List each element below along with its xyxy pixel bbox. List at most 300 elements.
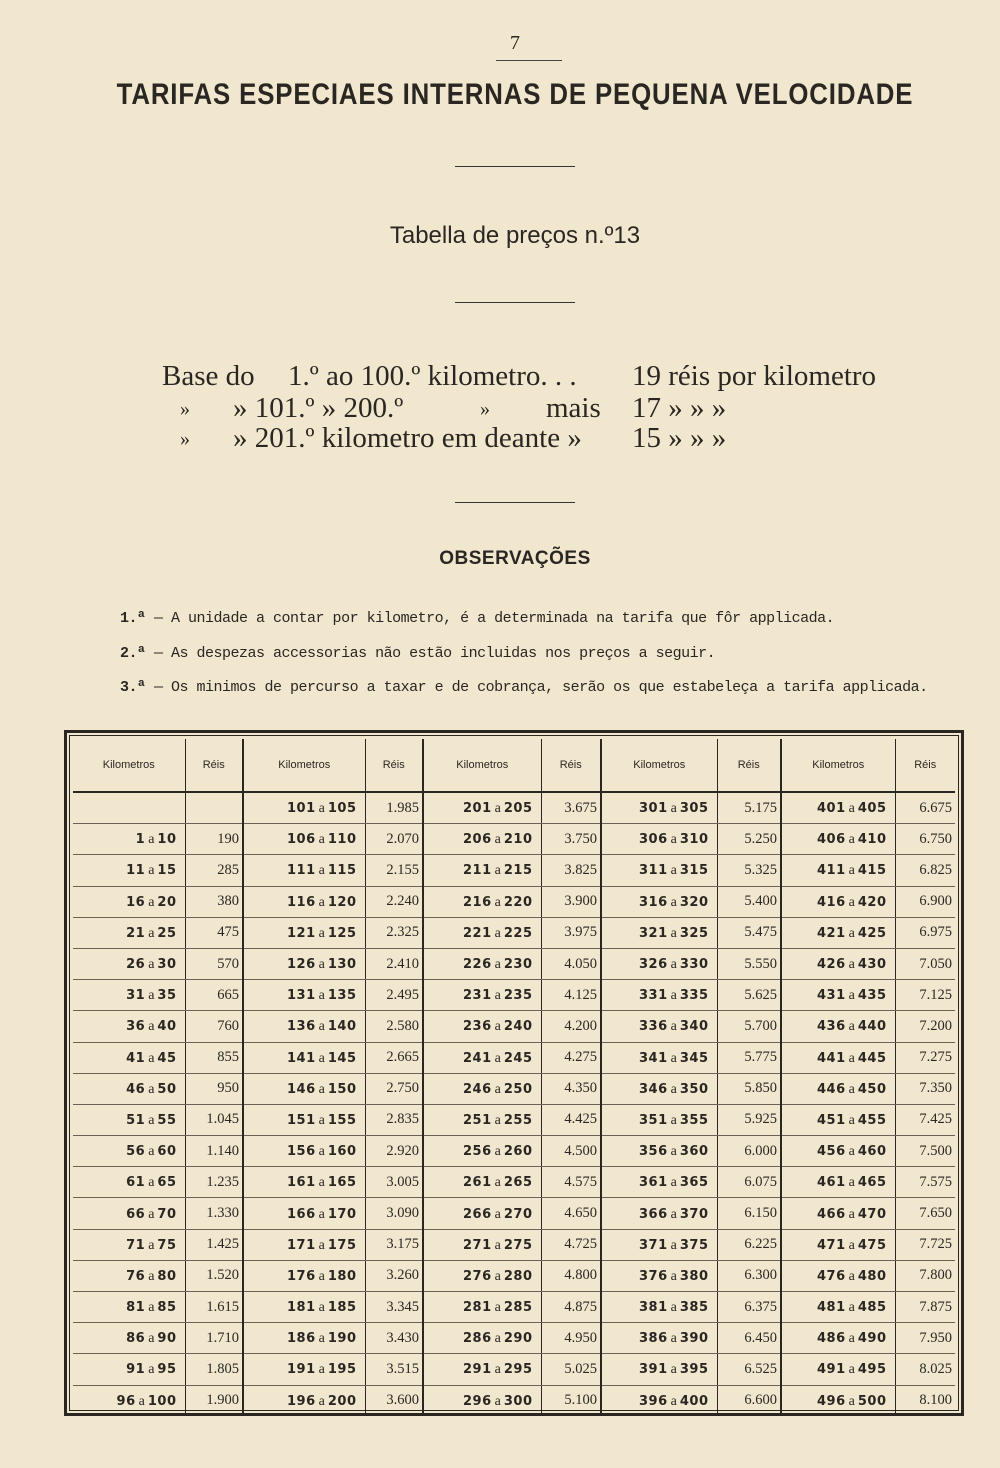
base-row-2-mais: mais [546, 392, 601, 424]
reis-value-cell: 760 [185, 1011, 243, 1042]
range-start: 406 [817, 832, 846, 848]
kilometre-range-cell [601, 1292, 717, 1323]
range-start: 236 [463, 1019, 492, 1035]
range-end: 240 [503, 1019, 533, 1035]
kilometre-range-cell [781, 1323, 895, 1354]
range-start: 91 [126, 1362, 146, 1378]
table-row [73, 1198, 955, 1229]
reis-value-cell: 2.155 [365, 855, 423, 886]
reis-value-cell: 380 [185, 886, 243, 917]
kilometre-range-cell [73, 1354, 185, 1385]
column-header: Réis [365, 739, 423, 792]
reis-value-cell: 2.410 [365, 948, 423, 979]
range-start: 36 [126, 1019, 146, 1035]
reis-value-cell: 6.900 [895, 886, 955, 917]
kilometre-range-cell [73, 1104, 185, 1135]
kilometre-range-cell [423, 855, 541, 886]
reis-value-cell: 5.925 [717, 1104, 781, 1135]
base-row-1-range: 1.º ao 100.º kilometro. . . [288, 360, 577, 392]
column-header: Réis [185, 739, 243, 792]
range-start: 246 [463, 1081, 492, 1097]
range-connector: a [848, 957, 855, 973]
kilometre-range-cell [73, 1167, 185, 1198]
range-connector: a [494, 1144, 501, 1160]
range-start: 256 [463, 1144, 492, 1160]
range-start: 476 [817, 1268, 846, 1284]
range-end: 45 [157, 1050, 177, 1066]
page-number-underline [496, 60, 562, 61]
reis-value-cell: 3.825 [541, 855, 601, 886]
range-start: 291 [463, 1362, 492, 1378]
kilometre-range-cell [601, 1385, 717, 1416]
column-header: Kilometros [243, 739, 365, 792]
table-row [73, 824, 955, 855]
kilometre-range-cell [781, 855, 895, 886]
range-connector: a [494, 1393, 501, 1409]
range-end: 430 [857, 957, 887, 973]
kilometre-range-cell [601, 886, 717, 917]
range-start: 231 [463, 988, 492, 1004]
range-connector: a [494, 1300, 501, 1316]
kilometre-range-cell [243, 1260, 365, 1291]
kilometre-range-cell [601, 855, 717, 886]
range-connector: a [318, 1019, 325, 1035]
kilometre-range-cell [601, 1167, 717, 1198]
range-start: 306 [639, 832, 668, 848]
reis-value-cell: 2.240 [365, 886, 423, 917]
reis-value-cell: 4.500 [541, 1136, 601, 1167]
range-end: 90 [157, 1331, 177, 1347]
range-connector: a [494, 1175, 501, 1191]
range-connector: a [848, 1175, 855, 1191]
range-end: 450 [857, 1081, 887, 1097]
range-connector: a [670, 925, 677, 941]
table-row [73, 1167, 955, 1198]
range-end: 125 [327, 925, 357, 941]
range-start: 311 [639, 863, 668, 879]
divider [455, 166, 575, 167]
range-start: 1 [135, 832, 146, 848]
range-start: 151 [287, 1112, 316, 1128]
reis-value-cell: 5.400 [717, 886, 781, 917]
observation-text: — As despezas accessorias não estão incluidas nos preços a seguir. [154, 645, 716, 662]
column-header: Réis [541, 739, 601, 792]
range-end: 365 [679, 1175, 709, 1191]
range-end: 275 [503, 1237, 533, 1253]
reis-value-cell: 7.200 [895, 1011, 955, 1042]
table-row [73, 855, 955, 886]
range-connector: a [318, 863, 325, 879]
reis-value-cell: 3.975 [541, 917, 601, 948]
reis-value-cell: 5.550 [717, 948, 781, 979]
reis-value-cell: 4.650 [541, 1198, 601, 1229]
range-connector: a [670, 1331, 677, 1347]
range-connector: a [848, 863, 855, 879]
kilometre-range-cell [243, 1073, 365, 1104]
range-end: 470 [857, 1206, 887, 1222]
range-connector: a [670, 1237, 677, 1253]
reis-value-cell: 6.375 [717, 1292, 781, 1323]
kilometre-range-cell [243, 980, 365, 1011]
kilometre-range-cell [243, 824, 365, 855]
reis-value-cell: 2.665 [365, 1042, 423, 1073]
reis-value-cell: 7.425 [895, 1104, 955, 1135]
reis-value-cell: 7.500 [895, 1136, 955, 1167]
reis-value-cell: 1.985 [365, 792, 423, 824]
range-end: 390 [679, 1331, 709, 1347]
range-connector: a [670, 1206, 677, 1222]
range-connector: a [318, 957, 325, 973]
range-end: 120 [327, 894, 357, 910]
range-connector: a [148, 1050, 155, 1066]
range-connector: a [148, 1331, 155, 1347]
range-start: 171 [287, 1237, 316, 1253]
reis-value-cell: 3.090 [365, 1198, 423, 1229]
tariff-table-frame [64, 730, 964, 1416]
reis-value-cell: 6.525 [717, 1354, 781, 1385]
range-start: 146 [287, 1081, 316, 1097]
range-end: 70 [157, 1206, 177, 1222]
divider [455, 502, 575, 503]
kilometre-range-cell [601, 1011, 717, 1042]
reis-value-cell: 2.920 [365, 1136, 423, 1167]
range-connector: a [318, 1237, 325, 1253]
range-end: 175 [327, 1237, 357, 1253]
range-end: 440 [857, 1019, 887, 1035]
range-start: 261 [463, 1175, 492, 1191]
kilometre-range-cell [73, 1011, 185, 1042]
range-connector: a [494, 832, 501, 848]
range-start: 136 [287, 1019, 316, 1035]
range-connector: a [148, 988, 155, 1004]
range-start: 216 [463, 894, 492, 910]
kilometre-range-cell [423, 917, 541, 948]
kilometre-range-cell [243, 1323, 365, 1354]
range-end: 150 [327, 1081, 357, 1097]
range-connector: a [670, 1175, 677, 1191]
range-end: 10 [157, 832, 177, 848]
range-end: 325 [679, 925, 709, 941]
base-row-3-range: » 201.º kilometro em deante » [233, 422, 582, 454]
table-row [73, 1292, 955, 1323]
range-connector: a [318, 832, 325, 848]
reis-value-cell: 7.125 [895, 980, 955, 1011]
range-connector: a [670, 894, 677, 910]
range-end: 20 [157, 894, 177, 910]
range-end: 475 [857, 1237, 887, 1253]
range-end: 375 [679, 1237, 709, 1253]
range-connector: a [848, 801, 855, 817]
range-connector: a [848, 832, 855, 848]
range-start: 66 [126, 1206, 146, 1222]
range-connector: a [494, 988, 501, 1004]
range-start: 176 [287, 1268, 316, 1284]
reis-value-cell: 5.700 [717, 1011, 781, 1042]
kilometre-range-cell [243, 1104, 365, 1135]
kilometre-range-cell [243, 1011, 365, 1042]
kilometre-range-cell [601, 792, 717, 824]
reis-value-cell: 6.000 [717, 1136, 781, 1167]
reis-value-cell: 1.710 [185, 1323, 243, 1354]
price-table-subtitle: Tabella de preços n.º13 [389, 222, 641, 249]
observation-number: 1.ª [120, 610, 146, 627]
range-end: 95 [157, 1362, 177, 1378]
table-row [73, 980, 955, 1011]
kilometre-range-cell [423, 948, 541, 979]
range-start: 491 [817, 1362, 846, 1378]
range-end: 480 [857, 1268, 887, 1284]
observation-item [120, 645, 715, 662]
range-end: 310 [679, 832, 709, 848]
kilometre-range-cell [73, 948, 185, 979]
kilometre-range-cell [73, 980, 185, 1011]
range-start: 196 [287, 1393, 316, 1409]
range-start: 31 [126, 988, 146, 1004]
range-end: 195 [327, 1362, 357, 1378]
kilometre-range-cell [423, 1354, 541, 1385]
range-connector: a [848, 1300, 855, 1316]
base-row-3-ditto: » [180, 428, 190, 450]
range-connector: a [138, 1393, 145, 1409]
reis-value-cell: 7.275 [895, 1042, 955, 1073]
table-row [73, 1385, 955, 1416]
kilometre-range-cell [243, 1385, 365, 1416]
range-connector: a [848, 1144, 855, 1160]
kilometre-range-cell [601, 917, 717, 948]
kilometre-range-cell [423, 1167, 541, 1198]
reis-value-cell: 6.225 [717, 1229, 781, 1260]
range-start: 351 [639, 1112, 668, 1128]
range-end: 100 [147, 1393, 177, 1409]
range-end: 335 [679, 988, 709, 1004]
range-start: 281 [463, 1300, 492, 1316]
range-connector: a [494, 957, 501, 973]
range-connector: a [494, 801, 501, 817]
reis-value-cell: 4.125 [541, 980, 601, 1011]
range-end: 415 [857, 863, 887, 879]
kilometre-range-cell [601, 1104, 717, 1135]
observation-number: 3.ª [120, 679, 146, 696]
range-connector: a [318, 1331, 325, 1347]
range-end: 495 [857, 1362, 887, 1378]
kilometre-range-cell [423, 980, 541, 1011]
kilometre-range-cell [423, 1292, 541, 1323]
range-start: 316 [639, 894, 668, 910]
table-row [73, 792, 955, 824]
kilometre-range-cell [73, 1292, 185, 1323]
range-end: 395 [679, 1362, 709, 1378]
range-end: 400 [679, 1393, 709, 1409]
table-row [73, 1011, 955, 1042]
range-end: 165 [327, 1175, 357, 1191]
reis-value-cell: 2.325 [365, 917, 423, 948]
range-connector: a [494, 925, 501, 941]
range-start: 56 [126, 1144, 146, 1160]
range-connector: a [848, 1393, 855, 1409]
range-end: 30 [157, 957, 177, 973]
kilometre-range-cell [73, 1073, 185, 1104]
range-end: 425 [857, 925, 887, 941]
range-connector: a [670, 1144, 677, 1160]
range-start: 141 [287, 1050, 316, 1066]
range-start: 181 [287, 1300, 316, 1316]
range-end: 315 [679, 863, 709, 879]
table-row [73, 917, 955, 948]
table-row [73, 1260, 955, 1291]
range-start: 121 [287, 925, 316, 941]
range-connector: a [670, 1019, 677, 1035]
reis-value-cell: 1.615 [185, 1292, 243, 1323]
reis-value-cell: 6.450 [717, 1323, 781, 1354]
range-end: 135 [327, 988, 357, 1004]
kilometre-range-cell [781, 1042, 895, 1073]
range-connector: a [848, 1081, 855, 1097]
range-end: 110 [327, 832, 357, 848]
range-end: 330 [679, 957, 709, 973]
reis-value-cell: 665 [185, 980, 243, 1011]
range-end: 420 [857, 894, 887, 910]
range-connector: a [494, 1019, 501, 1035]
range-end: 205 [503, 801, 533, 817]
range-end: 155 [327, 1112, 357, 1128]
kilometre-range-cell [73, 1042, 185, 1073]
range-connector: a [848, 1237, 855, 1253]
reis-value-cell: 5.025 [541, 1354, 601, 1385]
kilometre-range-cell [601, 1198, 717, 1229]
range-end: 385 [679, 1300, 709, 1316]
range-connector: a [318, 988, 325, 1004]
kilometre-range-cell [243, 917, 365, 948]
range-start: 71 [126, 1237, 146, 1253]
range-connector: a [148, 1081, 155, 1097]
range-start: 106 [287, 832, 316, 848]
range-connector: a [848, 1206, 855, 1222]
kilometre-range-cell [243, 1198, 365, 1229]
reis-value-cell: 3.260 [365, 1260, 423, 1291]
range-connector: a [148, 957, 155, 973]
kilometre-range-cell [781, 948, 895, 979]
kilometre-range-cell [601, 980, 717, 1011]
table-row [73, 1323, 955, 1354]
base-row-3-rate: 15 » » » [632, 422, 727, 454]
reis-value-cell: 6.675 [895, 792, 955, 824]
range-end: 25 [157, 925, 177, 941]
range-connector: a [494, 1362, 501, 1378]
range-start: 101 [287, 801, 316, 817]
kilometre-range-cell [781, 1292, 895, 1323]
range-end: 340 [679, 1019, 709, 1035]
range-end: 190 [327, 1331, 357, 1347]
reis-value-cell: 285 [185, 855, 243, 886]
range-connector: a [148, 1175, 155, 1191]
reis-value-cell: 4.275 [541, 1042, 601, 1073]
reis-value-cell: 7.725 [895, 1229, 955, 1260]
kilometre-range-cell [601, 1229, 717, 1260]
range-start: 456 [817, 1144, 846, 1160]
reis-value-cell: 5.625 [717, 980, 781, 1011]
range-connector: a [848, 1331, 855, 1347]
range-end: 210 [503, 832, 533, 848]
range-connector: a [494, 1206, 501, 1222]
range-connector: a [494, 1081, 501, 1097]
table-row [73, 1042, 955, 1073]
range-end: 215 [503, 863, 533, 879]
range-connector: a [148, 832, 155, 848]
kilometre-range-cell [73, 792, 185, 824]
range-end: 115 [327, 863, 357, 879]
range-start: 21 [126, 925, 146, 941]
range-end: 260 [503, 1144, 533, 1160]
range-connector: a [148, 1019, 155, 1035]
range-start: 76 [126, 1268, 146, 1284]
range-start: 381 [639, 1300, 668, 1316]
range-connector: a [670, 1393, 677, 1409]
column-header: Réis [717, 739, 781, 792]
range-end: 75 [157, 1237, 177, 1253]
range-end: 380 [679, 1268, 709, 1284]
reis-value-cell: 4.200 [541, 1011, 601, 1042]
range-end: 40 [157, 1019, 177, 1035]
reis-value-cell: 3.430 [365, 1323, 423, 1354]
range-end: 360 [679, 1144, 709, 1160]
observation-text: — A unidade a contar por kilometro, é a determinada na tarifa que fôr applicada. [154, 610, 835, 627]
range-connector: a [148, 1268, 155, 1284]
column-header: Kilometros [423, 739, 541, 792]
range-start: 326 [639, 957, 668, 973]
range-end: 225 [503, 925, 533, 941]
reis-value-cell: 2.750 [365, 1073, 423, 1104]
reis-value-cell: 190 [185, 824, 243, 855]
column-header: Réis [895, 739, 955, 792]
range-end: 255 [503, 1112, 533, 1128]
reis-value-cell: 6.600 [717, 1385, 781, 1416]
kilometre-range-cell [781, 1011, 895, 1042]
range-start: 16 [126, 894, 146, 910]
range-start: 441 [817, 1050, 846, 1066]
kilometre-range-cell [243, 1167, 365, 1198]
range-start: 61 [126, 1175, 146, 1191]
kilometre-range-cell [243, 1042, 365, 1073]
table-row [73, 886, 955, 917]
range-start: 211 [463, 863, 492, 879]
range-start: 161 [287, 1175, 316, 1191]
range-end: 455 [857, 1112, 887, 1128]
reis-value-cell: 2.580 [365, 1011, 423, 1042]
range-end: 60 [157, 1144, 177, 1160]
reis-value-cell: 7.875 [895, 1292, 955, 1323]
range-end: 410 [857, 832, 887, 848]
reis-value-cell: 4.875 [541, 1292, 601, 1323]
reis-value-cell: 3.600 [365, 1385, 423, 1416]
kilometre-range-cell [423, 1198, 541, 1229]
kilometre-range-cell [73, 855, 185, 886]
range-connector: a [318, 1362, 325, 1378]
reis-value-cell: 475 [185, 917, 243, 948]
range-end: 230 [503, 957, 533, 973]
kilometre-range-cell [73, 1385, 185, 1416]
range-end: 55 [157, 1112, 177, 1128]
kilometre-range-cell [781, 886, 895, 917]
range-connector: a [318, 1050, 325, 1066]
range-connector: a [848, 1362, 855, 1378]
range-start: 126 [287, 957, 316, 973]
kilometre-range-cell [601, 1323, 717, 1354]
tariff-table [73, 739, 955, 1416]
range-connector: a [670, 832, 677, 848]
range-start: 226 [463, 957, 492, 973]
kilometre-range-cell [781, 1198, 895, 1229]
range-start: 371 [639, 1237, 668, 1253]
